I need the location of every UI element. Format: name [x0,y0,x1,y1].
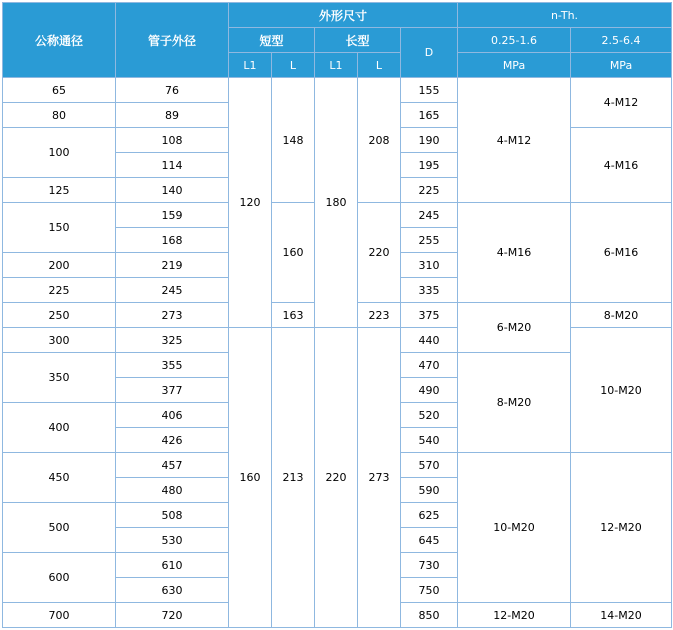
cell-bolts-low: 4-M16 [458,203,571,303]
cell-d: 225 [401,178,458,203]
cell-dn: 200 [3,253,116,278]
cell-long-l: 208 [358,78,401,203]
flange-spec-table [2,2,672,628]
cell-d: 440 [401,328,458,353]
cell-dn: 500 [3,503,116,553]
cell-d: 190 [401,128,458,153]
cell-d: 195 [401,153,458,178]
cell-dn: 600 [3,553,116,603]
cell-od: 508 [116,503,229,528]
cell-od: 76 [116,78,229,103]
cell-bolts-high: 6-M16 [571,203,672,303]
cell-short-l: 160 [272,203,315,303]
cell-od: 377 [116,378,229,403]
cell-bolts-high: 4-M12 [571,78,672,128]
header-unit-low: MPa [458,53,571,78]
cell-d: 155 [401,78,458,103]
cell-short-l1: 120 [229,78,272,328]
cell-d: 645 [401,528,458,553]
cell-dn: 65 [3,78,116,103]
cell-short-l: 148 [272,78,315,203]
cell-d: 375 [401,303,458,328]
cell-d: 625 [401,503,458,528]
header-short-l: L [272,53,315,78]
header-d: D [401,28,458,78]
cell-od: 273 [116,303,229,328]
header-long-type: 长型 [315,28,401,53]
cell-bolts-low: 6-M20 [458,303,571,353]
header-nth: n-Th. [458,3,672,28]
cell-od: 610 [116,553,229,578]
cell-od: 530 [116,528,229,553]
cell-bolts-low: 8-M20 [458,353,571,453]
cell-bolts-high: 8-M20 [571,303,672,328]
cell-d: 255 [401,228,458,253]
cell-od: 630 [116,578,229,603]
cell-d: 540 [401,428,458,453]
cell-d: 590 [401,478,458,503]
cell-long-l1: 220 [315,328,358,628]
cell-od: 140 [116,178,229,203]
table-row [3,328,672,353]
cell-d: 310 [401,253,458,278]
cell-dn: 225 [3,278,116,303]
cell-dn: 125 [3,178,116,203]
cell-d: 470 [401,353,458,378]
cell-d: 490 [401,378,458,403]
cell-long-l: 220 [358,203,401,303]
cell-dn: 400 [3,403,116,453]
cell-bolts-low: 4-M12 [458,78,571,203]
table-row [3,78,672,103]
cell-d: 165 [401,103,458,128]
header-pressure-high: 2.5-6.4 [571,28,672,53]
cell-dn: 450 [3,453,116,503]
cell-d: 750 [401,578,458,603]
cell-dn: 350 [3,353,116,403]
cell-od: 720 [116,603,229,628]
cell-bolts-low: 12-M20 [458,603,571,628]
cell-dn: 100 [3,128,116,178]
cell-short-l1: 160 [229,328,272,628]
cell-od: 89 [116,103,229,128]
header-long-l1: L1 [315,53,358,78]
header-pressure-low: 0.25-1.6 [458,28,571,53]
cell-od: 245 [116,278,229,303]
cell-d: 245 [401,203,458,228]
header-short-l1: L1 [229,53,272,78]
cell-bolts-low: 10-M20 [458,453,571,603]
header-pipe-outer-diameter: 管子外径 [116,3,229,78]
cell-od: 159 [116,203,229,228]
cell-short-l: 163 [272,303,315,328]
cell-od: 168 [116,228,229,253]
cell-bolts-high: 14-M20 [571,603,672,628]
cell-d: 335 [401,278,458,303]
cell-bolts-high: 4-M16 [571,128,672,203]
cell-od: 325 [116,328,229,353]
cell-bolts-high: 10-M20 [571,328,672,453]
cell-od: 108 [116,128,229,153]
header-unit-high: MPa [571,53,672,78]
cell-bolts-high: 12-M20 [571,453,672,603]
cell-short-l: 213 [272,328,315,628]
cell-dn: 700 [3,603,116,628]
cell-dn: 80 [3,103,116,128]
header-short-type: 短型 [229,28,315,53]
cell-d: 850 [401,603,458,628]
header-long-l: L [358,53,401,78]
cell-od: 480 [116,478,229,503]
header-nominal-diameter: 公称通径 [3,3,116,78]
cell-long-l: 273 [358,328,401,628]
cell-dn: 300 [3,328,116,353]
cell-d: 730 [401,553,458,578]
cell-dn: 150 [3,203,116,253]
cell-dn: 250 [3,303,116,328]
cell-d: 570 [401,453,458,478]
cell-d: 520 [401,403,458,428]
cell-od: 114 [116,153,229,178]
cell-od: 219 [116,253,229,278]
cell-long-l: 223 [358,303,401,328]
cell-od: 426 [116,428,229,453]
cell-od: 355 [116,353,229,378]
cell-od: 457 [116,453,229,478]
cell-long-l1: 180 [315,78,358,328]
cell-od: 406 [116,403,229,428]
header-dimensions: 外形尺寸 [229,3,458,28]
